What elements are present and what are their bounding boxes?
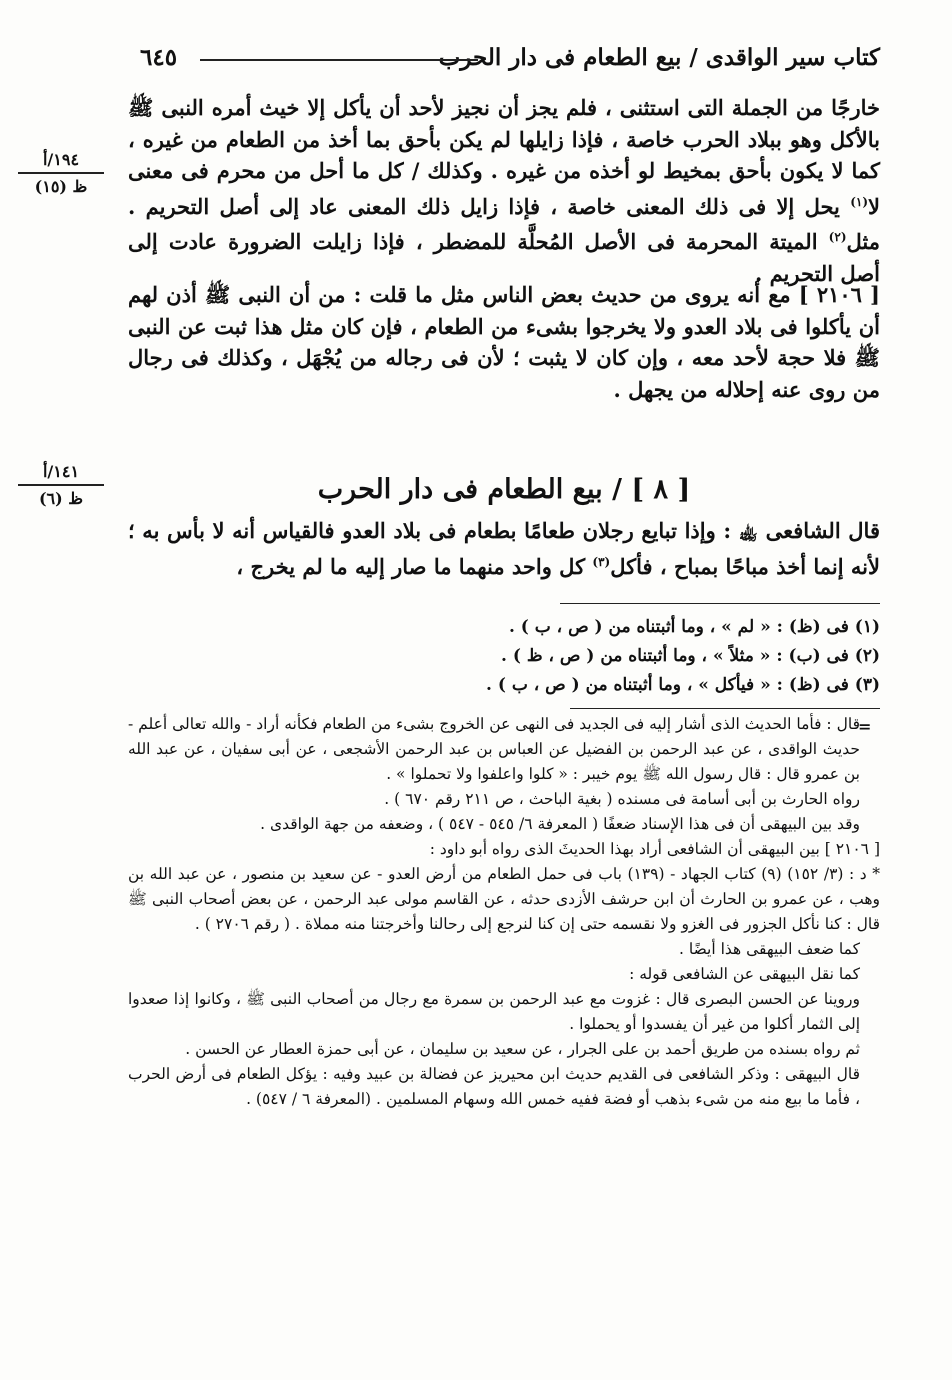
commentary-paragraph: وقد بين البيهقى أن فى هذا الإسناد ضعفًا ( المعرفة ٦/ ٥٤٥ - ٥٤٧ ) ، وضعفه من جهة الواقدى . — [260, 815, 860, 833]
running-header — [140, 42, 880, 78]
commentary-paragraph: ثم رواه بسنده من طريق أحمد بن على الجرار ، عن سعيد بن سليمان ، عن أبى حمزة العطار عن الحسن . — [185, 1040, 860, 1058]
paragraph — [128, 515, 880, 582]
paragraph: [ ٢١٠٦ ] مع أنه يروى من حديث بعض الناس مثل ما قلت : من أن النبى ﷺ أذن لهم أن يأكلوا فى بلاد العدو ولا يخرجوا بشىء من الطعام ، فإن كان مثل هذا ثبت عن النبى ﷺ فلا حجة لأحد معه ، وإن كان لا يثبت ؛ لأن فى رجاله من يُجْهَل ، وكذلك فى رجال من روى عنه إحلاله من يجهل . — [128, 282, 880, 402]
commentary-paragraph: [ ٢١٠٦ ] بين البيهقى أن الشافعى أراد بهذا الحديثَ الذى رواه أبو داود : — [429, 840, 880, 858]
notes-divider — [560, 603, 880, 604]
main-text-block — [128, 279, 880, 405]
section-heading: [ ٨ ] / بيع الطعام فى دار الحرب — [317, 474, 691, 505]
paragraph — [128, 92, 880, 289]
continuation-marker: = — [858, 717, 872, 736]
margin-reference — [18, 150, 104, 197]
manuscript-ref: ظ (١٥) — [34, 177, 88, 196]
footnote-marker: (٣) — [592, 554, 611, 569]
variant-notes — [128, 613, 880, 700]
margin-reference — [18, 462, 104, 509]
commentary-paragraph: * د : (٣/ ١٥٢) (٩) كتاب الجهاد - (١٣٩) باب فى حمل الطعام من أرض العدو - عن سعيد بن منصور ، عن عبد الله بن وهب ، عن عمرو بن الحارث أن ابن حرشف الأزدى حدثه ، عن القاسم مولى عبد الرحمن ، عن بعض أصحاب النبى ﷺ قال : كنا نأكل الجزور فى الغزو ولا نقسمه حتى إن كنا لنرجع إلى رحالنا وأخرجتنا منه مملاة . ( رقم ٢٧٠٦ ) . — [128, 865, 881, 933]
text-run: قال الشافعى ﵀ : وإذا تبايع رجلان طعامًا بطعام فى بلاد العدو فالقياس أنه لا بأس به ؛ لأنه إنما أخذ مباحًا بمباح ، فأكل — [128, 518, 880, 579]
header-title: كتاب سير الواقدى / بيع الطعام فى دار الحرب — [438, 44, 880, 71]
manuscript-ref: ظ (٦) — [38, 489, 84, 508]
main-text-block — [128, 92, 880, 289]
variant-note: (٢) فى (ب) : « مثلاً » ، وما أثبتناه من ( ص ، ظ ) . — [501, 646, 880, 666]
commentary-paragraph: قال : فأما الحديث الذى أشار إليه فى الجديد فى النهى عن الخروج بشىء من الطعام فكأنه أراد - والله تعالى أعلم - حديث الواقدى ، عن عبد الرحمن بن الفضيل عن العباس بن عبد الرحمن الأشجعى ، عن أبى سفيان ، عن عبد الله بن عمرو قال : قال رسول الله ﷺ يوم خيبر : « كلوا واعلفوا ولا تحملوا » . — [128, 715, 860, 783]
header-rule — [200, 59, 478, 61]
footnote-marker: (٢) — [828, 230, 847, 244]
commentary-paragraph: وروينا عن الحسن البصرى قال : غزوت مع عبد الرحمن بن سمرة مع رجال من أصحاب النبى ﷺ ، وكانوا إذا صعدوا إلى الثمار أكلوا من غير أن يفسدوا أو يحملوا . — [128, 990, 860, 1033]
text-run: يحل إلا فى ذلك المعنى خاصة ، فإذا زايل ذلك المعنى عاد إلى أصل التحريم . مثل — [128, 193, 880, 254]
footnote-marker: (١) — [850, 194, 869, 209]
commentary-divider — [570, 708, 880, 709]
text-run: خارجًا من الجملة التى استثنى ، فلم يجز أن نجيز لأحد أن يأكل إلا خيث أمره النبى ﷺ بالأكل وهو ببلاد الحرب خاصة ، فإذا زايلها لم يكن بأحق بما أخذ من الطعام من غيره ، كما لا يكون بأحق بمخيط لو أخذه من غيره . وكذلك / كل ما أحل من محرم فى معنى لا — [128, 95, 880, 219]
page-number: ٦٤٥ — [140, 44, 178, 71]
text-run: كل واحد منهما ما صار إليه ما لم يخرج ، — [236, 553, 593, 579]
commentary-paragraph: قال البيهقى : وذكر الشافعى فى القديم حديث ابن محيريز عن فضالة بن عبيد وفيه : يؤكل الطعام فى أرض الحرب ، فأما ما بيع منه من شىء بذهب أو فضة ففيه خمس الله وسهام المسلمين . (المعرفة ٦ / ٥٤٧) . — [128, 1065, 860, 1108]
commentary-paragraph: كما نقل البيهقى عن الشافعى قوله : — [629, 965, 860, 983]
variant-note: (٣) فى (ظ) : « فيأكل » ، وما أثبتناه من ( ص ، ب ) . — [486, 675, 880, 695]
main-text-block — [128, 515, 880, 582]
commentary-paragraph: رواه الحارث بن أبى أسامة فى مسنده ( بغية الباحث ، ص ٢١١ رقم ٦٧٠ ) . — [384, 790, 860, 808]
variant-note: (١) فى (ظ) : « لم » ، وما أثبتناه من ( ص ، ب ) . — [508, 617, 880, 637]
text-run: الميتة المحرمة فى الأصل المُحلَّة للمضطر ، فإذا زايلت الضرورة عادت إلى أصل التحريم . — [128, 229, 880, 286]
commentary-paragraph: كما ضعف البيهقى هذا أيضًا . — [679, 940, 860, 958]
folio-ref: ١٤١/أ — [18, 462, 104, 486]
commentary-notes — [128, 712, 880, 1112]
folio-ref: ١٩٤/أ — [18, 150, 104, 174]
